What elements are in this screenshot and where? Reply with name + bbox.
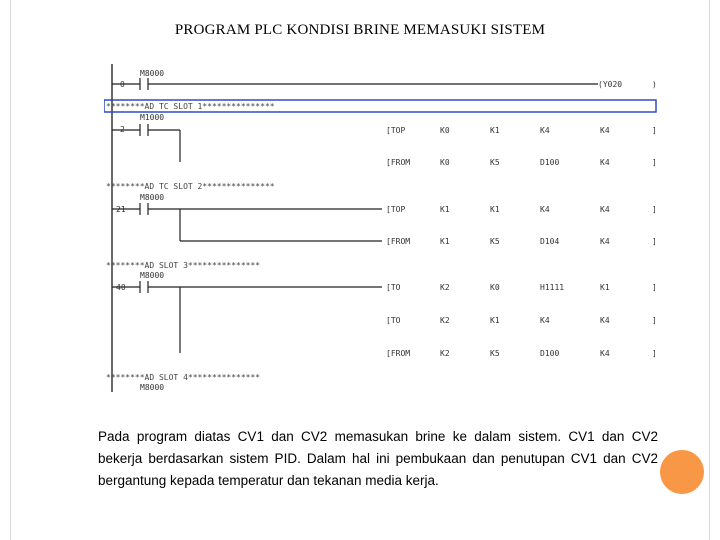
rung1-row2-end: ] bbox=[652, 158, 657, 167]
rung3-row2-a: K2 bbox=[440, 316, 450, 325]
rung1-contact bbox=[112, 124, 180, 162]
ladder-svg bbox=[104, 62, 664, 394]
slide-caption: Pada program diatas CV1 dan CV2 memasukan brine ke dalam sistem. CV1 dan CV2 bekerja berdasarkan sistem PID. Dalam hal ini pembukaan dan penutupan CV1 dan CV2 bergantung kepada temperatur dan tekanan media kerja. bbox=[98, 429, 658, 488]
rung0-step: 0 bbox=[120, 80, 125, 89]
rung2-row1-c: K4 bbox=[540, 205, 550, 214]
rung2-contact bbox=[112, 203, 382, 241]
rung2-row1-d: K4 bbox=[600, 205, 610, 214]
rung3-row3-c: D100 bbox=[540, 349, 560, 358]
rung0-coil: (Y020 bbox=[598, 80, 623, 89]
rung2-row2-instr: [FROM bbox=[386, 237, 411, 246]
rung1-step: 2 bbox=[120, 125, 125, 134]
rung3-contact bbox=[112, 281, 382, 353]
rung2-row2-c: D104 bbox=[540, 237, 560, 246]
rung2-row2-d: K4 bbox=[600, 237, 610, 246]
rung3-row2-c: K4 bbox=[540, 316, 550, 325]
rung3-row3-d: K4 bbox=[600, 349, 610, 358]
rung1-row1-instr: [TOP bbox=[386, 126, 406, 135]
rung1-row1-end: ] bbox=[652, 126, 657, 135]
rung3-row1-end: ] bbox=[652, 283, 657, 292]
rung3-step: 40 bbox=[116, 283, 126, 292]
rung3-row3-instr: [FROM bbox=[386, 349, 411, 358]
rung2-row1-end: ] bbox=[652, 205, 657, 214]
rung2-row1-b: K1 bbox=[490, 205, 500, 214]
rung1-row1-d: K4 bbox=[600, 126, 610, 135]
comment1: ********AD TC SLOT 1*************** bbox=[106, 102, 275, 111]
rung1-row2-d: K4 bbox=[600, 158, 610, 167]
rung3-row1-a: K2 bbox=[440, 283, 450, 292]
rung2-contact-label: M8000 bbox=[140, 193, 165, 202]
rung3-row1-d: K1 bbox=[600, 283, 610, 292]
rung0-coil-end: ) bbox=[652, 80, 657, 89]
rung3-row2-instr: [TO bbox=[386, 316, 401, 325]
rung3-row1-instr: [TO bbox=[386, 283, 401, 292]
rung3-contact-label: M8000 bbox=[140, 271, 165, 280]
rung1-row2-b: K5 bbox=[490, 158, 500, 167]
rung2-row1-instr: [TOP bbox=[386, 205, 406, 214]
ladder-diagram bbox=[104, 62, 664, 394]
rung3-row3-a: K2 bbox=[440, 349, 450, 358]
rung1-row1-a: K0 bbox=[440, 126, 450, 135]
rung3-row1-b: K0 bbox=[490, 283, 500, 292]
rung2-row2-a: K1 bbox=[440, 237, 450, 246]
slide-title: PROGRAM PLC KONDISI BRINE MEMASUKI SISTEM bbox=[174, 22, 546, 38]
rung1-row1-c: K4 bbox=[540, 126, 550, 135]
comment2: ********AD TC SLOT 2*************** bbox=[106, 182, 275, 191]
rung3-row1-c: H1111 bbox=[540, 283, 565, 292]
rung1-row2-instr: [FROM bbox=[386, 158, 411, 167]
rung3-row3-b: K5 bbox=[490, 349, 500, 358]
rung0-contact-label: M8000 bbox=[140, 69, 165, 78]
rung2-row2-end: ] bbox=[652, 237, 657, 246]
rung1-row2-c: D100 bbox=[540, 158, 560, 167]
comment3: ********AD SLOT 3*************** bbox=[106, 261, 261, 270]
comment4: ********AD SLOT 4*************** bbox=[106, 373, 261, 382]
decorative-circle bbox=[660, 450, 704, 494]
rung3-row2-b: K1 bbox=[490, 316, 500, 325]
rung1-row2-a: K0 bbox=[440, 158, 450, 167]
rung2-row2-b: K5 bbox=[490, 237, 500, 246]
rung1-row1-b: K1 bbox=[490, 126, 500, 135]
rung3-row2-d: K4 bbox=[600, 316, 610, 325]
rung0-contact bbox=[112, 78, 598, 90]
rung4-contact-label: M8000 bbox=[140, 383, 165, 392]
rung2-row1-a: K1 bbox=[440, 205, 450, 214]
rung3-row2-end: ] bbox=[652, 316, 657, 325]
rung2-step: 21 bbox=[116, 205, 126, 214]
rung3-row3-end: ] bbox=[652, 349, 657, 358]
rung1-contact-label: M1000 bbox=[140, 113, 165, 122]
